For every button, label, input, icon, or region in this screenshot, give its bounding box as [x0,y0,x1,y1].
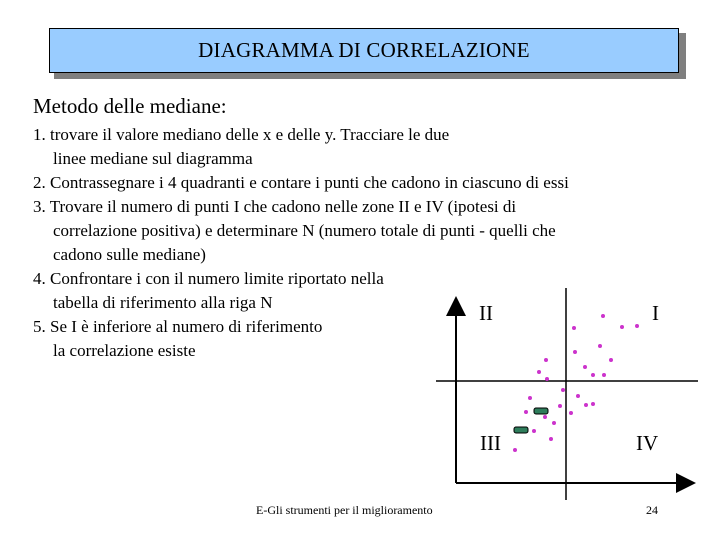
scatter-point [545,377,549,381]
scatter-point [544,358,548,362]
median-marker-1 [534,408,548,414]
step-4-cont: tabella di riferimento alla riga N [53,293,273,312]
quadrant-i-label: I [652,301,659,325]
quadrant-iii-label: III [480,431,501,455]
scatter-point [601,314,605,318]
scatter-point [602,373,606,377]
scatter-point [609,358,613,362]
step-3: 3. Trovare il numero di punti I che cadono nelle zone II e IV (ipotesi di [33,197,517,216]
subtitle: Metodo delle mediane: [33,94,227,118]
page-number: 24 [646,503,658,517]
step-1: 1. trovare il valore mediano delle x e delle y. Tracciare le due [33,125,450,144]
scatter-point [591,402,595,406]
slide-title-text: DIAGRAMMA DI CORRELAZIONE [198,38,530,62]
scatter-point [591,373,595,377]
quadrant-ii-label: II [479,301,493,325]
scatter-point [552,421,556,425]
scatter-points [513,314,639,452]
footer-text: E-Gli strumenti per il miglioramento [256,503,433,517]
step-3-cont-1: correlazione positiva) e determinare N (numero totale di punti - quelli che [53,221,556,240]
scatter-point [532,429,536,433]
quadrant-iv-label: IV [636,431,659,455]
scatter-point [537,370,541,374]
step-3-cont-2: cadono sulle mediane) [53,245,206,264]
step-2: 2. Contrassegnare i 4 quadranti e contare i punti che cadono in ciascuno di essi [33,173,569,192]
scatter-point [584,403,588,407]
scatter-point [572,326,576,330]
scatter-point [598,344,602,348]
step-5: 5. Se I è inferiore al numero di riferimento [33,317,323,336]
scatter-point [620,325,624,329]
scatter-point [558,404,562,408]
scatter-point [549,437,553,441]
scatter-point [528,396,532,400]
scatter-point [635,324,639,328]
scatter-point [573,350,577,354]
scatter-point [543,415,547,419]
median-marker-2 [514,427,528,433]
step-1-cont: linee mediane sul diagramma [53,149,253,168]
scatter-point [524,410,528,414]
scatter-point [576,394,580,398]
scatter-point [513,448,517,452]
scatter-point [583,365,587,369]
scatter-point [561,388,565,392]
step-4: 4. Confrontare i con il numero limite riportato nella [33,269,384,288]
scatter-point [569,411,573,415]
step-5-cont: la correlazione esiste [53,341,196,360]
